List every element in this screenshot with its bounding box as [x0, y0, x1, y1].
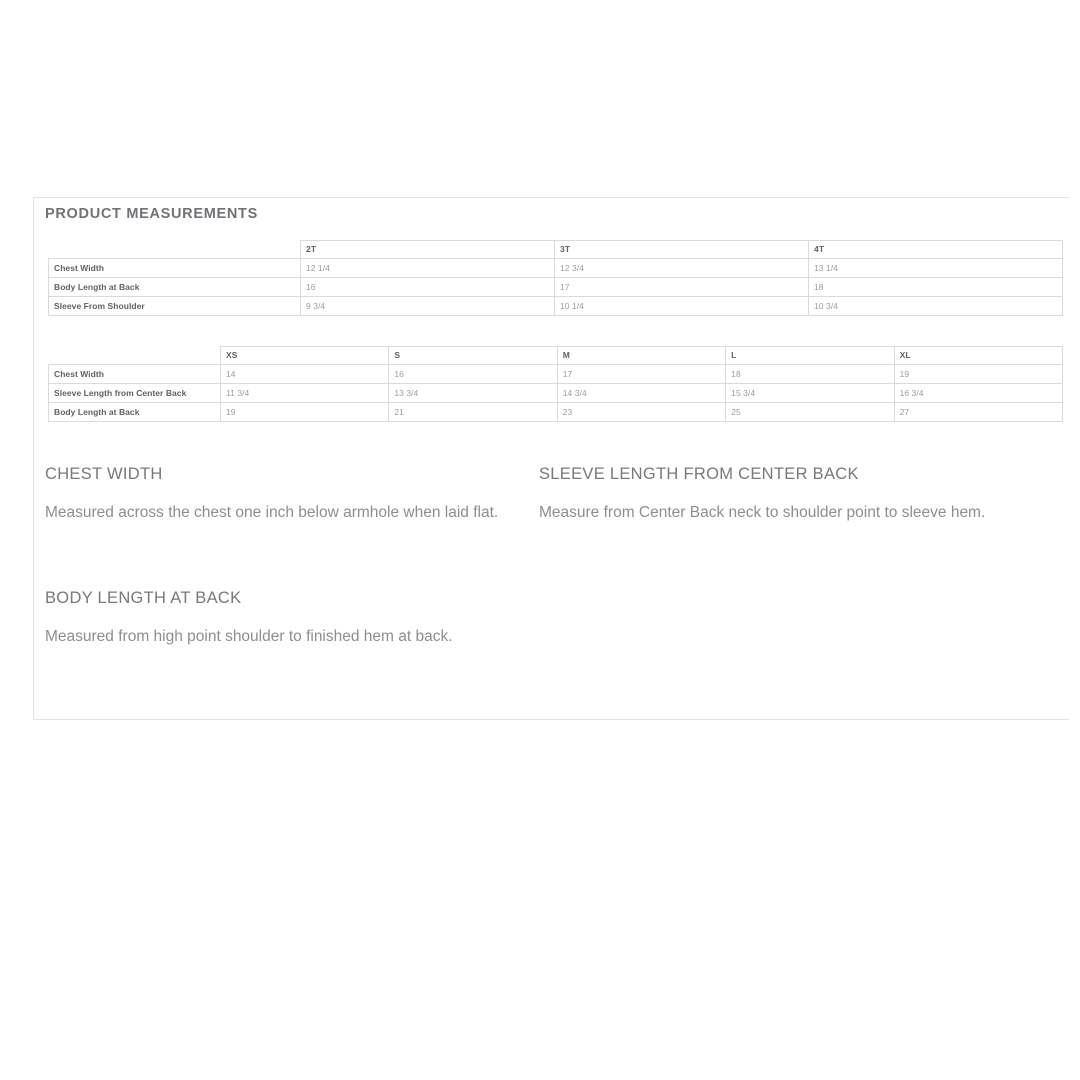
definition-title: BODY LENGTH AT BACK — [45, 589, 242, 607]
table-cell: 19 — [894, 365, 1062, 384]
table-cell: 16 — [389, 365, 557, 384]
table-row — [49, 365, 1063, 384]
table-corner-cell — [49, 347, 221, 365]
table-cell: 25 — [726, 403, 894, 422]
table-cell: 17 — [555, 278, 809, 297]
table-cell: 9 3/4 — [301, 297, 555, 316]
table-corner-cell — [49, 241, 301, 259]
definition-body-length — [45, 587, 515, 652]
table-cell: 17 — [557, 365, 725, 384]
column-header: XS — [221, 347, 389, 365]
table-row — [49, 403, 1063, 422]
row-label: Body Length at Back — [49, 403, 221, 422]
table-header-row — [49, 241, 1063, 259]
table-cell: 11 3/4 — [221, 384, 389, 403]
row-label: Chest Width — [49, 259, 301, 278]
definition-body: Measured across the chest one inch below armhole when laid flat. — [45, 504, 499, 521]
table-cell: 10 1/4 — [555, 297, 809, 316]
table-row — [49, 297, 1063, 316]
table-cell: 16 — [301, 278, 555, 297]
table-cell: 16 3/4 — [894, 384, 1062, 403]
table-cell: 21 — [389, 403, 557, 422]
table-cell: 27 — [894, 403, 1062, 422]
product-measurements-panel — [33, 197, 1069, 720]
definition-chest-width — [45, 463, 515, 528]
table-cell: 12 1/4 — [301, 259, 555, 278]
adult-size-table — [48, 346, 1063, 422]
table-header-row — [49, 347, 1063, 365]
table-cell: 23 — [557, 403, 725, 422]
table-cell: 18 — [726, 365, 894, 384]
page-title: PRODUCT MEASUREMENTS — [45, 206, 258, 222]
table-cell: 14 — [221, 365, 389, 384]
table-row — [49, 278, 1063, 297]
definition-title: SLEEVE LENGTH FROM CENTER BACK — [539, 465, 859, 483]
column-header: 2T — [301, 241, 555, 259]
definition-body: Measured from high point shoulder to finished hem at back. — [45, 628, 453, 645]
table-cell: 12 3/4 — [555, 259, 809, 278]
table-row — [49, 259, 1063, 278]
column-header: M — [557, 347, 725, 365]
definition-body: Measure from Center Back neck to shoulder point to sleeve hem. — [539, 504, 986, 521]
row-label: Sleeve From Shoulder — [49, 297, 301, 316]
column-header: S — [389, 347, 557, 365]
table-cell: 13 1/4 — [809, 259, 1063, 278]
definition-title: CHEST WIDTH — [45, 465, 163, 483]
table-cell: 10 3/4 — [809, 297, 1063, 316]
table-cell: 13 3/4 — [389, 384, 557, 403]
column-header: L — [726, 347, 894, 365]
table-cell: 18 — [809, 278, 1063, 297]
toddler-size-table — [48, 240, 1063, 316]
row-label: Sleeve Length from Center Back — [49, 384, 221, 403]
column-header: XL — [894, 347, 1062, 365]
definition-sleeve-length — [539, 463, 1009, 528]
column-header: 4T — [809, 241, 1063, 259]
row-label: Body Length at Back — [49, 278, 301, 297]
table-row — [49, 384, 1063, 403]
table-cell: 14 3/4 — [557, 384, 725, 403]
column-header: 3T — [555, 241, 809, 259]
table-cell: 15 3/4 — [726, 384, 894, 403]
row-label: Chest Width — [49, 365, 221, 384]
table-cell: 19 — [221, 403, 389, 422]
